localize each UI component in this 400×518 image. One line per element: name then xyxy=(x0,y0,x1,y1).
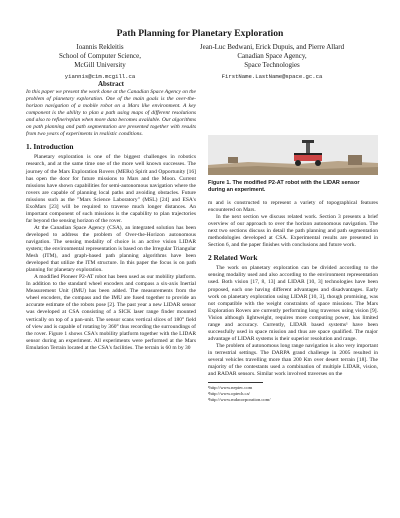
footnote-divider xyxy=(208,382,263,383)
paragraph: The problem of autonomous long range navigation is also very important in terrestrial settings. The DARPA grand challenge in 2005 resulted in several vehicles travelling more than 200 Km over desert terrain [18]. The majority of the contestants used a combination of multiple LIDAR, vision, and RADAR sensors. Similar work involved traverses on the xyxy=(208,342,378,378)
section-heading: 2 Related Work xyxy=(208,253,258,263)
author-name: Jean-Luc Bedwani, Erick Dupuis, and Pierre Allard xyxy=(199,43,345,51)
abstract-text: In this paper we present the work done at the Canadian Space Agency on the problem of planetary exploration. One of the main goals is the over-the-horizon navigation of a mobile robot on a Mars like environment. A key component is the ability to plan a path using maps of different resolutions and also to refine/replan when more data becomes available. Our algorithms on path planning and path segmentation are presented together with results from two years of experiments in realistic conditions. xyxy=(26,89,196,138)
robot-photo xyxy=(208,135,378,175)
paragraph: The work on planetary exploration can be divided according to the sensing modality used and also according to the environment representation used. Both vision [17, 8, 13] and LIDAR [10, 3] technologies have been proposed, each one having different advantages and disadvantages. Early work on planetary exploration using LIDAR [10, 3], though promising, was not compatible with the weight constraints of space missions. The Mars Exploration Rovers are currently performing long traverses using vision [9]. Vision although lightweight, requires more computing power, has limited range and accuracy. Currently, LIDAR based systems¹ have been successfully used in space mission and thus are space qualified. The major advantage of LIDAR systems is their superior resolution and range. xyxy=(208,265,378,342)
robot-illustration xyxy=(208,135,378,175)
paragraph: In the next section we discuss related work. Section 3 presents a brief overview of our approach to over the horizon autonomous navigation. The next two sections discuss in detail the path planning and path segmentation methodologies developed at CSA. Experimental results are presented in Section 6, and the paper finishes with conclusions and future work. xyxy=(208,214,378,249)
author-affiliation: Space Technologies xyxy=(244,61,300,70)
paragraph: A modified Pioneer P2-AT robot has been used as our mobility platform. In addition to the standard wheel encoders and compass a six-axis Inertial Measurement Unit (IMU) has been added. The measurements from the wheel encoders, the compass and the IMU are fused together to provide an accurate estimate of the robots pose [2]. The past year a new LIDAR sensor was developed at CSA consisting of a SICK laser range finder mounted vertically on top of a pan-unit. The sensor scans vertical slices of 180° field of view and is capable of rotating by 360° thus recording the surroundings of the rover. Figure 1 shows CSA's mobility platform together with the LIDAR sensor during an experiment. All experiments were performed at the Mars Emulation Terrain located at the CSA's facilities. The terrain is 60 m by 30 xyxy=(26,274,196,351)
author-block-left xyxy=(25,43,175,81)
author-block-right xyxy=(168,43,376,81)
author-email: yiannis@cim.mcgill.ca xyxy=(64,72,136,80)
footnote: ²http://www.optech.ca/ xyxy=(208,390,250,396)
author-affiliation: Canadian Space Agency, xyxy=(237,52,307,61)
left-column xyxy=(26,81,196,352)
author-name: Ioannis Rekleitis xyxy=(76,43,124,51)
author-affiliation: School of Computer Science, xyxy=(58,52,142,61)
footnote: ¹http://www.neptec.com xyxy=(208,385,253,391)
figure-caption: Figure 1. The modified P2-AT robot with the LIDAR sensor during an experiment. xyxy=(208,180,360,193)
abstract-heading: Abstract xyxy=(97,80,125,88)
section-heading: 1. Introduction xyxy=(26,142,74,152)
paragraph: m and is constructed to represent a variety of topographical features encountered on Mars. xyxy=(208,200,378,214)
paragraph: Planetary exploration is one of the biggest challenges in robotics research, and at the same time one of the more well known successes. The journey of the Mars Exploration Rovers (MERs) Spirit and Opportunity [16] has open the door for future missions to Mars and the Moon. Current missions have shown capabilities for semi-autonomous navigation where the rovers are capable of planning local paths and avoiding obstacles. Future missions such as the "Mars Science Laboratory" (MSL) [24] and ESA's ExoMars [23] will be required to traverse much longer distances. An important component of such missions is the capability to plan trajectories far beyond the sensing horizon of the rover. xyxy=(26,154,196,224)
figure-1 xyxy=(208,135,378,175)
paper-title: Path Planning for Planetary Exploration xyxy=(116,28,284,39)
author-affiliation: McGill University xyxy=(74,61,126,70)
right-column xyxy=(208,200,378,403)
footnote: ³http://www.mdacorporation.com/ xyxy=(208,396,271,402)
paragraph: At the Canadian Space Agency (CSA), an integrated solution has been developed to address the problem of Over-the-Horizon autonomous navigation. The sensing modality of choice is an active vision LIDAR system; the environmental representation is based on the Irregular Triangular Mesh (ITM), and graph-based path planning algorithms have been developed that utilize the ITM structure. In this paper the focus is on path planning for planetary exploration. xyxy=(26,224,196,274)
author-email: FirstName.LastName@space.gc.ca xyxy=(221,72,323,80)
